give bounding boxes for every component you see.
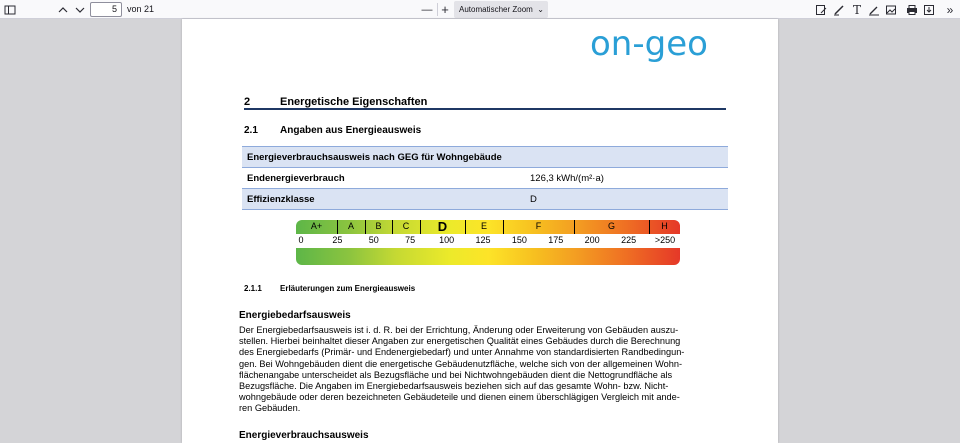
previous-page-icon[interactable] — [54, 0, 72, 19]
pdf-toolbar — [0, 0, 960, 19]
table-cell-label: Effizienzklasse — [242, 189, 525, 210]
table-header-row — [242, 147, 728, 168]
scale-tick-label: 75 — [405, 235, 416, 245]
class-separator — [465, 220, 466, 234]
scale-tick-label: 100 — [439, 235, 455, 245]
paragraph-line: ren Gebäuden. — [239, 403, 301, 414]
subsubsection-number: 2.1.1 — [244, 284, 262, 293]
draw-icon[interactable] — [865, 0, 883, 19]
image-icon[interactable] — [882, 0, 900, 19]
scale-tick-label: 125 — [475, 235, 491, 245]
on-geo-logo: on-geo — [590, 24, 708, 64]
efficiency-class-d: D — [437, 220, 448, 234]
zoom-select-label: Automatischer Zoom — [459, 5, 533, 14]
class-separator — [365, 220, 366, 234]
subsubsection-title: Erläuterungen zum Energieausweis — [280, 284, 416, 293]
class-separator — [392, 220, 393, 234]
bedarfsausweis-heading: Energiebedarfsausweis — [239, 310, 351, 321]
section-heading — [244, 96, 427, 108]
class-separator — [574, 220, 575, 234]
sidebar-toggle-icon[interactable] — [1, 0, 19, 19]
efficiency-class-f: F — [535, 221, 542, 231]
efficiency-class-aplus: A+ — [310, 221, 323, 231]
section-number: 2 — [244, 96, 251, 108]
table-cell-value: D — [525, 189, 728, 210]
zoom-in-button[interactable]: + — [441, 2, 449, 17]
energy-efficiency-scale — [296, 220, 680, 265]
page-number-input[interactable]: 5 — [90, 2, 122, 17]
subsection-title: Angaben aus Energieausweis — [280, 125, 422, 136]
zoom-select[interactable] — [454, 1, 548, 18]
scale-tick-label: 50 — [368, 235, 379, 245]
paragraph-line: Der Energiebedarfsausweis ist i. d. R. bei der Errichtung, Änderung oder Erweiterung von Gebäuden auszu- — [239, 325, 679, 335]
chevron-down-icon: ⌄ — [537, 5, 544, 14]
efficiency-class-e: E — [480, 221, 488, 231]
table-row — [242, 189, 728, 210]
class-separator — [503, 220, 504, 234]
form-fill-icon[interactable] — [812, 0, 830, 19]
paragraph-line: Bezugsfläche. Die Angaben im Energiebedarfsausweis beziehen sich auf das gesamte Wohn- bzw. Nicht- — [239, 381, 669, 392]
highlight-icon[interactable] — [830, 0, 848, 19]
zoom-out-button[interactable]: — — [421, 3, 433, 16]
bedarfsausweis-paragraph — [239, 325, 723, 415]
table-cell-label: Endenergieverbrauch — [242, 168, 525, 189]
section-title: Energetische Eigenschaften — [280, 96, 428, 108]
energy-certificate-table — [242, 146, 728, 210]
paragraph-line: flächenangabe unterscheidet als Bezugsfläche und bei Nichtwohngebäuden dient die Nettogrundfläche als — [239, 369, 673, 380]
efficiency-class-b: B — [375, 221, 382, 231]
efficiency-class-c: C — [402, 221, 410, 231]
paragraph-line: gen. Bei Wohngebäuden dient die energetische Gebäudenutzfläche, welche sich von der allgemeinen Wohn- — [239, 358, 683, 369]
subsubsection-heading — [244, 284, 415, 293]
document-page — [182, 19, 778, 443]
scale-tick-label: 150 — [511, 235, 527, 245]
paragraph-line: wohngebäude oder deren bezeichneten Gebäudeteile und dienen einem überschlägigen Vergleich mit ande- — [239, 392, 680, 403]
next-page-icon[interactable] — [71, 0, 89, 19]
scale-tick-label: 225 — [621, 235, 637, 245]
scale-tick-label: 200 — [584, 235, 600, 245]
subsection-number: 2.1 — [244, 125, 258, 136]
print-icon[interactable] — [903, 0, 921, 19]
verbrauchsausweis-heading: Energieverbrauchsausweis — [239, 430, 369, 441]
efficiency-class-h: H — [661, 221, 668, 231]
table-header-cell: Energieverbrauchsausweis nach GEG für Wohngebäude — [242, 147, 728, 168]
class-separator — [649, 220, 650, 234]
table-cell-value: 126,3 kWh/(m²·a) — [525, 168, 728, 189]
scale-tick-label: 25 — [332, 235, 343, 245]
class-separator — [337, 220, 338, 234]
subsection-heading — [244, 125, 421, 136]
more-tools-icon[interactable]: » — [946, 2, 954, 17]
class-separator — [420, 220, 421, 234]
save-icon[interactable] — [920, 0, 938, 19]
scale-tick-label: >250 — [654, 235, 676, 245]
efficiency-class-g: G — [607, 221, 616, 231]
paragraph-line: stellen. Hierbei beinhaltet dieser Angaben zur energetischen Qualität eines Gebäudes durch die Berechnung — [239, 336, 681, 347]
section-divider — [244, 108, 726, 110]
table-row — [242, 168, 728, 189]
text-tool-icon[interactable]: T — [852, 2, 861, 17]
efficiency-class-a: A — [347, 221, 355, 231]
paragraph-line: des Energiebedarfs (Primär- und Endenergiebedarf) und unter Annahme von standardisierten Randbedingun- — [239, 347, 685, 358]
page-count-label: von 21 — [127, 4, 155, 14]
scale-tick-label: 175 — [548, 235, 564, 245]
scale-tick-label: 0 — [298, 235, 304, 245]
